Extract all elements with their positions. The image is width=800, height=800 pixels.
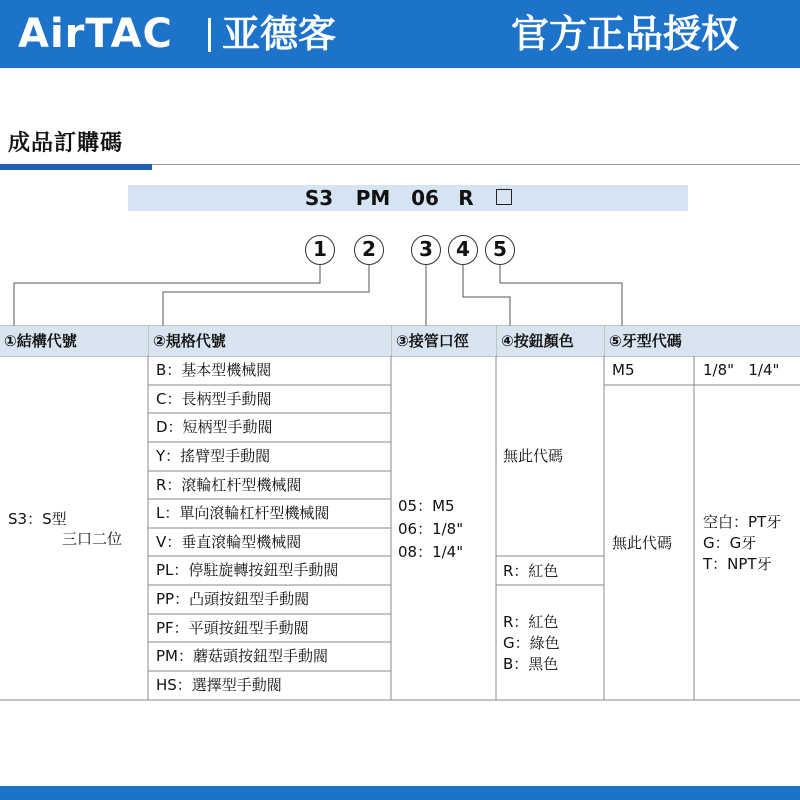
circle-1: 1 [305,235,335,265]
spec-row: V：垂直滾輪型機械閥 [156,533,302,551]
header-port-size: ③接管口徑 [392,326,496,356]
circle-4: 4 [448,235,478,265]
spec-row: L：單向滾輪杠杆型機械閥 [156,504,330,522]
brand-name-cn: 亚德客 [222,12,337,56]
code-part-structure: S3 [304,186,334,210]
thread-option: T：NPT牙 [703,555,772,573]
spec-row: C：長柄型手動閥 [156,390,272,408]
structure-line-1: S3：S型 [8,510,67,528]
spec-row: R：滾輪杠杆型機械閥 [156,476,302,494]
port-option: 06：1/8" [398,520,464,538]
spec-row: B：基本型機械閥 [156,361,272,379]
footer-bar [0,786,800,800]
section-title: 成品訂購碼 [8,131,124,156]
thread-none: 無此代碼 [612,534,673,552]
port-option: 05：M5 [398,497,455,515]
button-color-option: R：紅色 [503,613,559,631]
spec-row: PM：蘑菇頭按鈕型手動閥 [156,647,328,665]
spec-row: PP：凸頭按鈕型手動閥 [156,590,310,608]
circle-5: 5 [485,235,515,265]
button-color-none: 無此代碼 [503,447,564,465]
code-part-color: R [458,186,474,210]
button-color-red-single: R：紅色 [503,562,559,580]
header-thread-code: ⑤牙型代碼 [605,326,800,356]
circle-3: 3 [411,235,441,265]
spec-row: PF：平頭按鈕型手動閥 [156,619,309,637]
button-color-option: G：綠色 [503,634,560,652]
code-part-spec: PM [355,186,391,210]
header-structure-code: ①結構代號 [0,326,148,356]
port-option: 08：1/4" [398,543,464,561]
structure-line-2: 三口二位 [62,530,123,548]
thread-m5: M5 [612,361,635,379]
airtac-logo: AirTAC [18,11,173,57]
header-spec-code: ②規格代號 [149,326,391,356]
thread-option: G：G牙 [703,534,757,552]
thread-m5-sizes: 1/8" 1/4" [703,361,780,379]
spec-row: HS：選擇型手動閥 [156,676,282,694]
header-button-color: ④按鈕顏色 [497,326,604,356]
official-authorization-text: 官方正品授权 [511,12,740,56]
thread-option: 空白：PT牙 [703,513,782,531]
spec-row: D：短柄型手動閥 [156,418,273,436]
spec-row: Y：搖臂型手動閥 [156,447,271,465]
spec-row: PL：停駐旋轉按鈕型手動閥 [156,561,339,579]
circle-2: 2 [354,235,384,265]
button-color-option: B：黑色 [503,655,559,673]
code-part-port: 06 [411,186,439,210]
